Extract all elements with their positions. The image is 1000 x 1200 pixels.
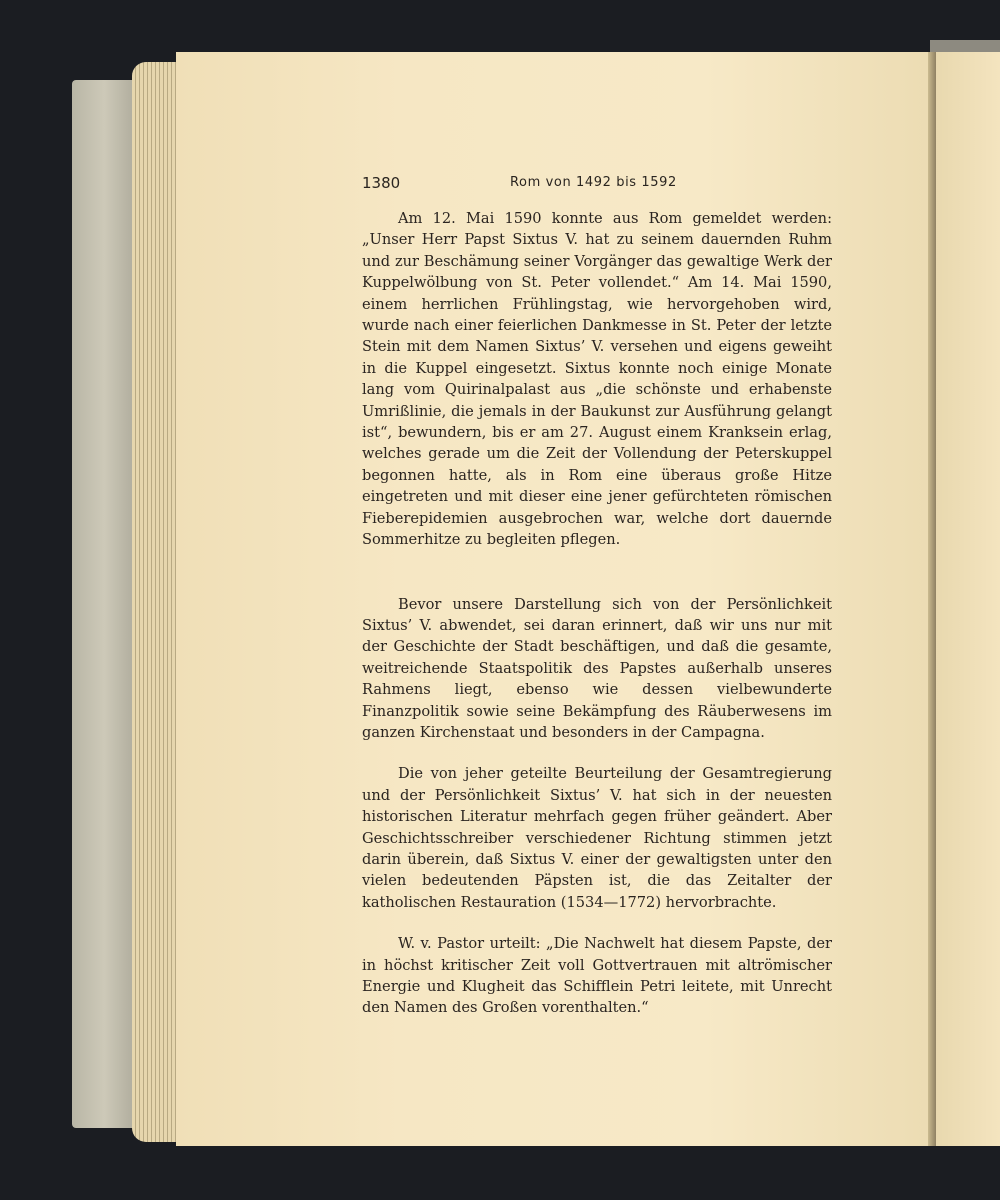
page-header — [362, 174, 832, 196]
paragraph-darstellung: Bevor unsere Darstellung sich von der Persönlichkeit Sixtus’ V. abwendet, sei daran erinnert, daß wir uns nur mit der Geschichte der Stadt beschäftigen, und daß die gesamte, weitreichende Staatspolitik des Papstes außerhalb unseres Rahmens liegt, ebenso wie dessen vielbewunderte Finanzpolitik sowie seine Bekämpfung des Räuberwesens im ganzen Kirchenstaat und besonders in der Campagna. — [362, 595, 832, 741]
body-text — [362, 208, 832, 1019]
facing-page — [934, 52, 1000, 1146]
paragraph-pastor: W. v. Pastor urteilt: „Die Nachwelt hat diesem Papste, der in höchst kritischer Zeit voll Gottvertrauen mit altrömischer Energie und Klugheit das Schifflein Petri leitete, mit Unrecht den Namen des Großen vorenthalten.“ — [362, 935, 832, 1017]
paragraph-kuppel: Am 12. Mai 1590 konnte aus Rom gemeldet werden: „Unser Herr Papst Sixtus V. hat zu seinem dauernden Ruhm und zur Beschämung seiner Vorgänger das gewaltige Werk der Kuppelwölbung von St. Peter vollendet.“ Am 14. Mai 1590, einem herrlichen Frühlingstag, wie hervorgehoben wird, wurde nach einer feierlichen Dankmesse in St. Peter der letzte Stein mit dem Namen Sixtus’ V. versehen und eigens geweiht in die Kuppel eingesetzt. Sixtus konnte noch einige Monate lang vom Quirinalpalast aus „die schönste und erhabenste Umrißlinie, die jemals in der Baukunst zur Ausführung gelangt ist“, bewundern, bis er am 27. August einem Kranksein erlag, welches gerade um die Zeit der Vollendung der Peterskuppel begonnen hatte, als in Rom eine überaus große Hitze eingetreten und mit dieser eine jener gefürchteten römischen Fieberepidemien ausgebrochen war, welche dort dauernde Sommerhitze zu begleiten pflegen. — [362, 210, 832, 549]
page-stack-edges — [132, 62, 178, 1142]
page-number: 1380 — [362, 174, 401, 192]
paragraph-beurteilung: Die von jeher geteilte Beurteilung der Gesamtregierung und der Persönlichkeit Sixtus’ V. hat sich in der neuesten historischen Literatur mehrfach gegen früher geändert. Aber Geschichtsschreiber verschiedener Richtung stimmen jetzt darin überein, daß Sixtus V. einer der gewaltigsten unter den vielen bedeutenden Päpsten ist, die das Zeitalter der katholischen Restauration (1534—1772) hervorbrachte. — [362, 765, 832, 911]
page-gutter — [928, 52, 936, 1146]
running-title: Rom von 1492 bis 1592 — [510, 175, 677, 190]
